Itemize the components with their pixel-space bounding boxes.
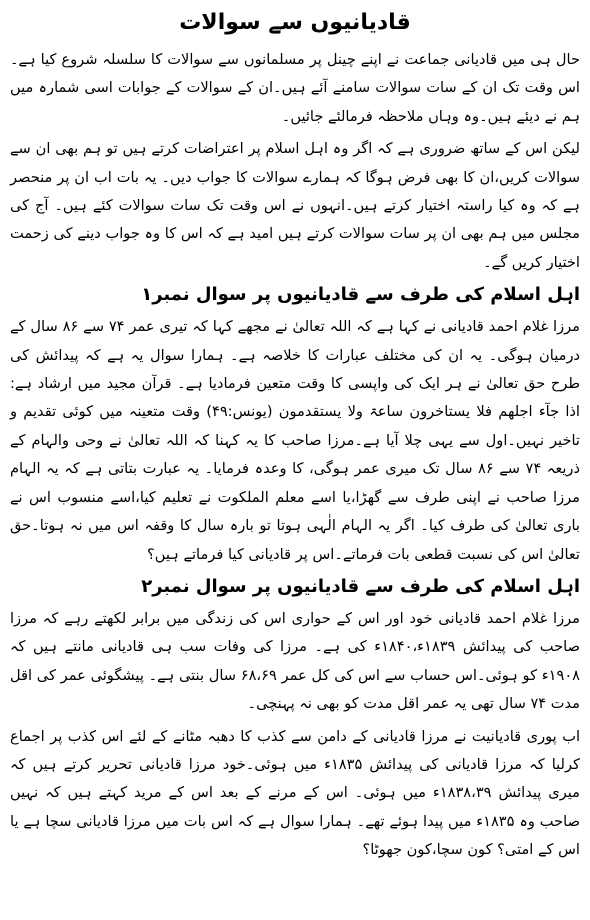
intro-paragraph-2: لیکن اس کے ساتھ ضروری ہے کہ اگر وہ اہل اسلام پر اعتراضات کرتے ہیں تو ہم بھی ان سے سوالات کریں،ان کا بھی فرض ہوگا کہ ہمارے سوالات کا جواب دیں۔ یہ بات اب ان پر منحصر ہے کہ وہ کیا راستہ اختیار کرتے ہیں۔انہوں نے اس وقت تک سات سوالات کئے ہیں۔ آج کی مجلس میں ہم بھی ان پر سات سوالات کرتے ہیں امید ہے کہ اس کا وہ جواب دینے کی زحمت اختیار کریں گے۔ — [10, 140, 580, 271]
question-1-paragraph: مرزا غلام احمد قادیانی نے کہا ہے کہ اللہ تعالیٰ نے مجھے کہا کہ تیری عمر ۷۴ سے ۸۶ سال کے درمیان ہوگی۔ یہ ان کی مختلف عبارات کا خلاصہ ہے۔ ہمارا سوال یہ ہے کہ پیدائش کی طرح حق تعالیٰ نے ہر ایک کی واپسی کا وقت متعین فرمادیا ہے۔ قرآن مجید میں ارشاد ہے: اذا جآء اجلھم فلا یستاخرون ساعۃ ولا یستقدمون (یونس:۴۹) وقت متعینہ میں کوئی تقدیم و تاخیر نہیں۔اول سے یہی چلا آیا ہے۔مرزا صاحب کا یہ کہنا کہ اللہ تعالیٰ نے وحی والہام کے ذریعہ ۷۴ سے ۸۶ سال تک میری عمر ہوگی، کا وعدہ فرمایا۔ یہ عبارت بتاتی ہے کہ یہ الہام مرزا صاحب نے اپنی طرف سے گھڑا،یا اسے معلم الملکوت نے تعلیم کیا،اسے منسوب اس نے باری تعالیٰ کی طرف کیا۔ اگر یہ الہام الٰہی ہوتا تو بارہ سال کا وقفہ اس میں نہ ہوتا۔حق تعالیٰ اس کی نسبت قطعی بات فرماتے۔اس پر قادیانی کیا فرماتے ہیں؟ — [10, 318, 580, 563]
question-2-heading: اہل اسلام کی طرف سے قادیانیوں پر سوال نمبر۲ — [141, 575, 580, 597]
question-2-paragraph-1: مرزا غلام احمد قادیانی خود اور اس کے حواری اس کی زندگی میں برابر لکھتے رہے کہ مرزا صاحب کی پیدائش ۱۸۳۹ء،۱۸۴۰ء کی ہے۔ مرزا کی وفات سب ہی قادیانی مانتے ہیں کہ ۱۹۰۸ء کو ہوئی۔اس حساب سے اس کی کل عمر ۶۸،۶۹ سال بنتی ہے۔ پیشگوئی عمر کی اقل مدت ۷۴ سال تھی یہ عمر اقل مدت کو بھی نہ پہنچی۔ — [10, 609, 580, 713]
question-1-heading: اہل اسلام کی طرف سے قادیانیوں پر سوال نمبر۱ — [141, 284, 580, 306]
article-title: قادیانیوں سے سوالات — [179, 10, 411, 35]
intro-paragraph-1: حال ہی میں قادیانی جماعت نے اپنے چینل پر مسلمانوں سے سوالات کا سلسلہ شروع کیا ہے۔اس وقت تک ان کے سات سوالات سامنے آئے ہیں۔ان کے سوالات کے جوابات اسی شمارہ میں ہم نے دیئے ہیں۔وہ وہاں ملاحظہ فرمالئے جائیں۔ — [10, 51, 580, 125]
question-2-paragraph-2: اب پوری قادیانیت نے مرزا قادیانی کے دامن سے کذب کا دھبہ مٹانے کے لئے اس کذب پر اجماع کرلیا کہ مرزا قادیانی کی پیدائش ۱۸۳۵ء میں ہوئی۔خود مرزا قادیانی تحریر کرتے ہیں کہ میری پیدائش ۱۸۳۸،۳۹ء میں ہوئی۔ اس کے مرنے کے بعد اس کے مرید کہتے ہیں کہ نہیں صاحب وہ ۱۸۳۵ء میں پیدا ہوئے تھے۔ ہمارا سوال ہے کہ اس بات میں مرزا قادیانی سچا ہے یا اس کے امتی؟ کون سچا،کون جھوٹا؟ — [10, 727, 581, 859]
